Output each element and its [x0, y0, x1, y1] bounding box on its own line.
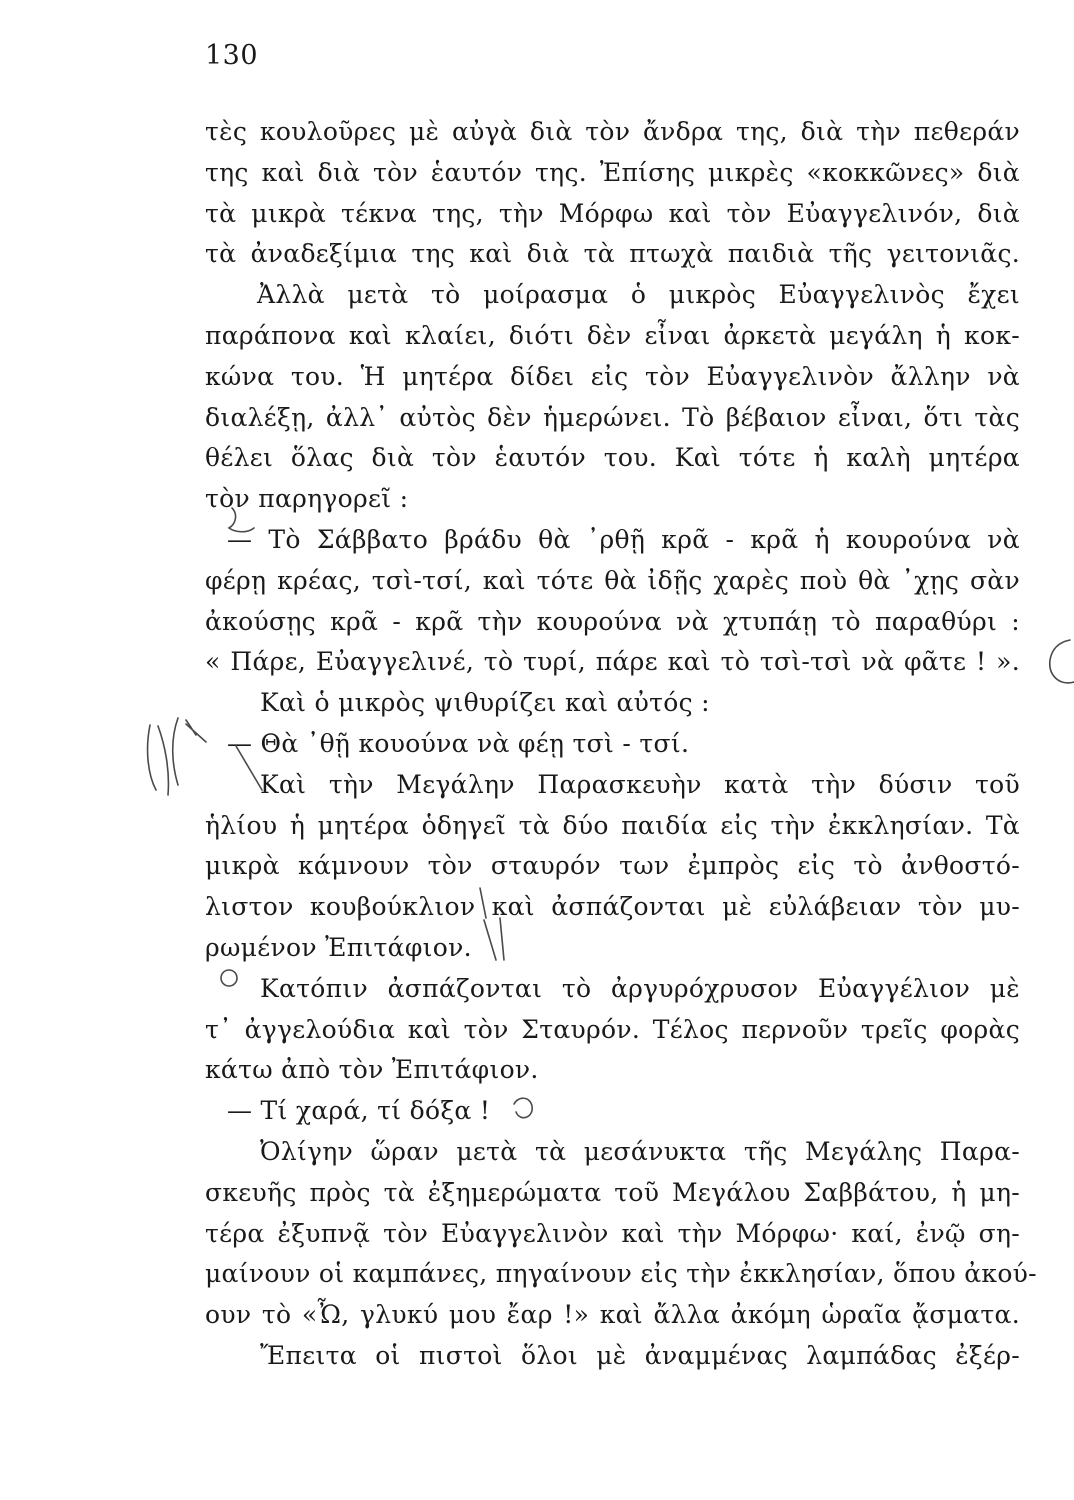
text-line: « Πάρε, Εὐαγγελινέ, τὸ τυρί, πάρε καὶ τὸ τσὶ-τσὶ νὰ φᾶτε ! ».	[205, 647, 1020, 677]
text-line: λιστον κουβούκλιον καὶ ἀσπάζονται μὲ εὐλάβειαν τὸν μυ-	[205, 892, 1020, 922]
text-line: ἡλίου ἡ μητέρα ὁδηγεῖ τὰ δύο παιδία εἰς τὴν ἐκκλησίαν. Τὰ	[205, 810, 1020, 840]
text-line: κώνα του. Ἡ μητέρα δίδει εἰς τὸν Εὐαγγελινὸν ἄλλην νὰ	[205, 361, 1020, 391]
text-line: παράπονα καὶ κλαίει, διότι δὲν εἶναι ἀρκετὰ μεγάλη ἡ κοκ-	[205, 320, 1020, 350]
text-line: ρωμένον Ἐπιτάφιον.	[205, 932, 472, 962]
text-line: της καὶ διὰ τὸν ἑαυτόν της. Ἐπίσης μικρὲς «κοκκῶνες» διὰ	[205, 157, 1020, 187]
text-line: κάτω ἀπὸ τὸν Ἐπιτάφιον.	[205, 1055, 539, 1085]
text-line: ἀκούσῃς κρᾶ - κρᾶ τὴν κουρούνα νὰ χτυπάῃ τὸ παραθύρι :	[205, 606, 1020, 636]
bracket-mark-icon	[1050, 640, 1074, 683]
text-line: σκευῆς πρὸς τὰ ἐξημερώματα τοῦ Μεγάλου Σαββάτου, ἡ μη-	[205, 1177, 1020, 1207]
text-line: τὸν παρηγορεῖ :	[205, 484, 409, 514]
paragraph-start-line: Ὀλίγην ὥραν μετὰ τὰ μεσάνυκτα τῆς Μεγάλης Παρα-	[260, 1136, 1020, 1166]
paragraph-start-line: Καὶ τὴν Μεγάλην Παρασκευὴν κατὰ τὴν δύσιν τοῦ	[260, 769, 1020, 799]
text-line: τὰ ἀναδεξίμια της καὶ διὰ τὰ πτωχὰ παιδιὰ τῆς γειτονιᾶς.	[205, 239, 1020, 269]
text-line: τ᾽ ἀγγελούδια καὶ τὸν Σταυρόν. Τέλος περνοῦν τρεῖς φορὰς	[205, 1014, 1020, 1044]
dialogue-line: — Τὸ Σάββατο βράδυ θὰ ᾽ρθῇ κρᾶ - κρᾶ ἡ κουρούνα νὰ	[227, 524, 1020, 554]
margin-scribble-icon	[148, 718, 206, 795]
text-line: μαίνουν οἱ καμπάνες, πηγαίνουν εἰς τὴν ἐκκλησίαν, ὅπου ἀκού-	[205, 1259, 1037, 1289]
text-line: μικρὰ κάμνουν τὸν σταυρόν των ἐμπρὸς εἰς τὸ ἀνθοστό-	[205, 851, 1020, 881]
paragraph-start-line: Ἔπειτα οἱ πιστοὶ ὅλοι μὲ ἀναμμένας λαμπάδας ἐξέρ-	[260, 1340, 1020, 1370]
paragraph-start-line: Κατόπιν ἀσπάζονται τὸ ἀργυρόχρυσον Εὐαγγέλιον μὲ	[260, 973, 1020, 1003]
text-line: διαλέξῃ, ἀλλ᾽ αὐτὸς δὲν ἡμερώνει. Τὸ βέβαιον εἶναι, ὅτι τὰς	[205, 402, 1020, 432]
page-number: 130	[205, 40, 259, 71]
text-line: τὲς κουλοῦρες μὲ αὐγὰ διὰ τὸν ἄνδρα της, διὰ τὴν πεθεράν	[205, 117, 1020, 146]
dialogue-line: — Θὰ ᾽θῇ κουούνα νὰ φέῃ τσὶ - τσί.	[227, 728, 690, 758]
text-line: φέρῃ κρέας, τσὶ-τσί, καὶ τότε θὰ ἰδῇς χαρὲς ποὺ θὰ ᾽χῃς σὰν	[205, 565, 1020, 595]
text-line: τὰ μικρὰ τέκνα της, τὴν Μόρφω καὶ τὸν Εὐαγγελινόν, διὰ	[205, 198, 1020, 228]
paragraph-start-line: Ἀλλὰ μετὰ τὸ μοίρασμα ὁ μικρὸς Εὐαγγελινὸς ἔχει	[257, 280, 1020, 310]
body-text	[205, 112, 1037, 1377]
text-line: ουν τὸ «Ὦ, γλυκύ μου ἔαρ !» καὶ ἄλλα ἀκόμη ὡραῖα ᾄσματα.	[205, 1300, 1020, 1330]
dialogue-line: — Τί χαρά, τί δόξα !	[227, 1096, 491, 1126]
paragraph-start-line: Καὶ ὁ μικρὸς ψιθυρίζει καὶ αὐτός :	[260, 688, 710, 718]
text-line: θέλει ὅλας διὰ τὸν ἑαυτόν του. Καὶ τότε ἡ καλὴ μητέρα	[205, 443, 1020, 473]
text-line: τέρα ἐξυπνᾷ τὸν Εὐαγγελινὸν καὶ τὴν Μόρφω· καί, ἐνῷ ση-	[205, 1218, 1020, 1248]
